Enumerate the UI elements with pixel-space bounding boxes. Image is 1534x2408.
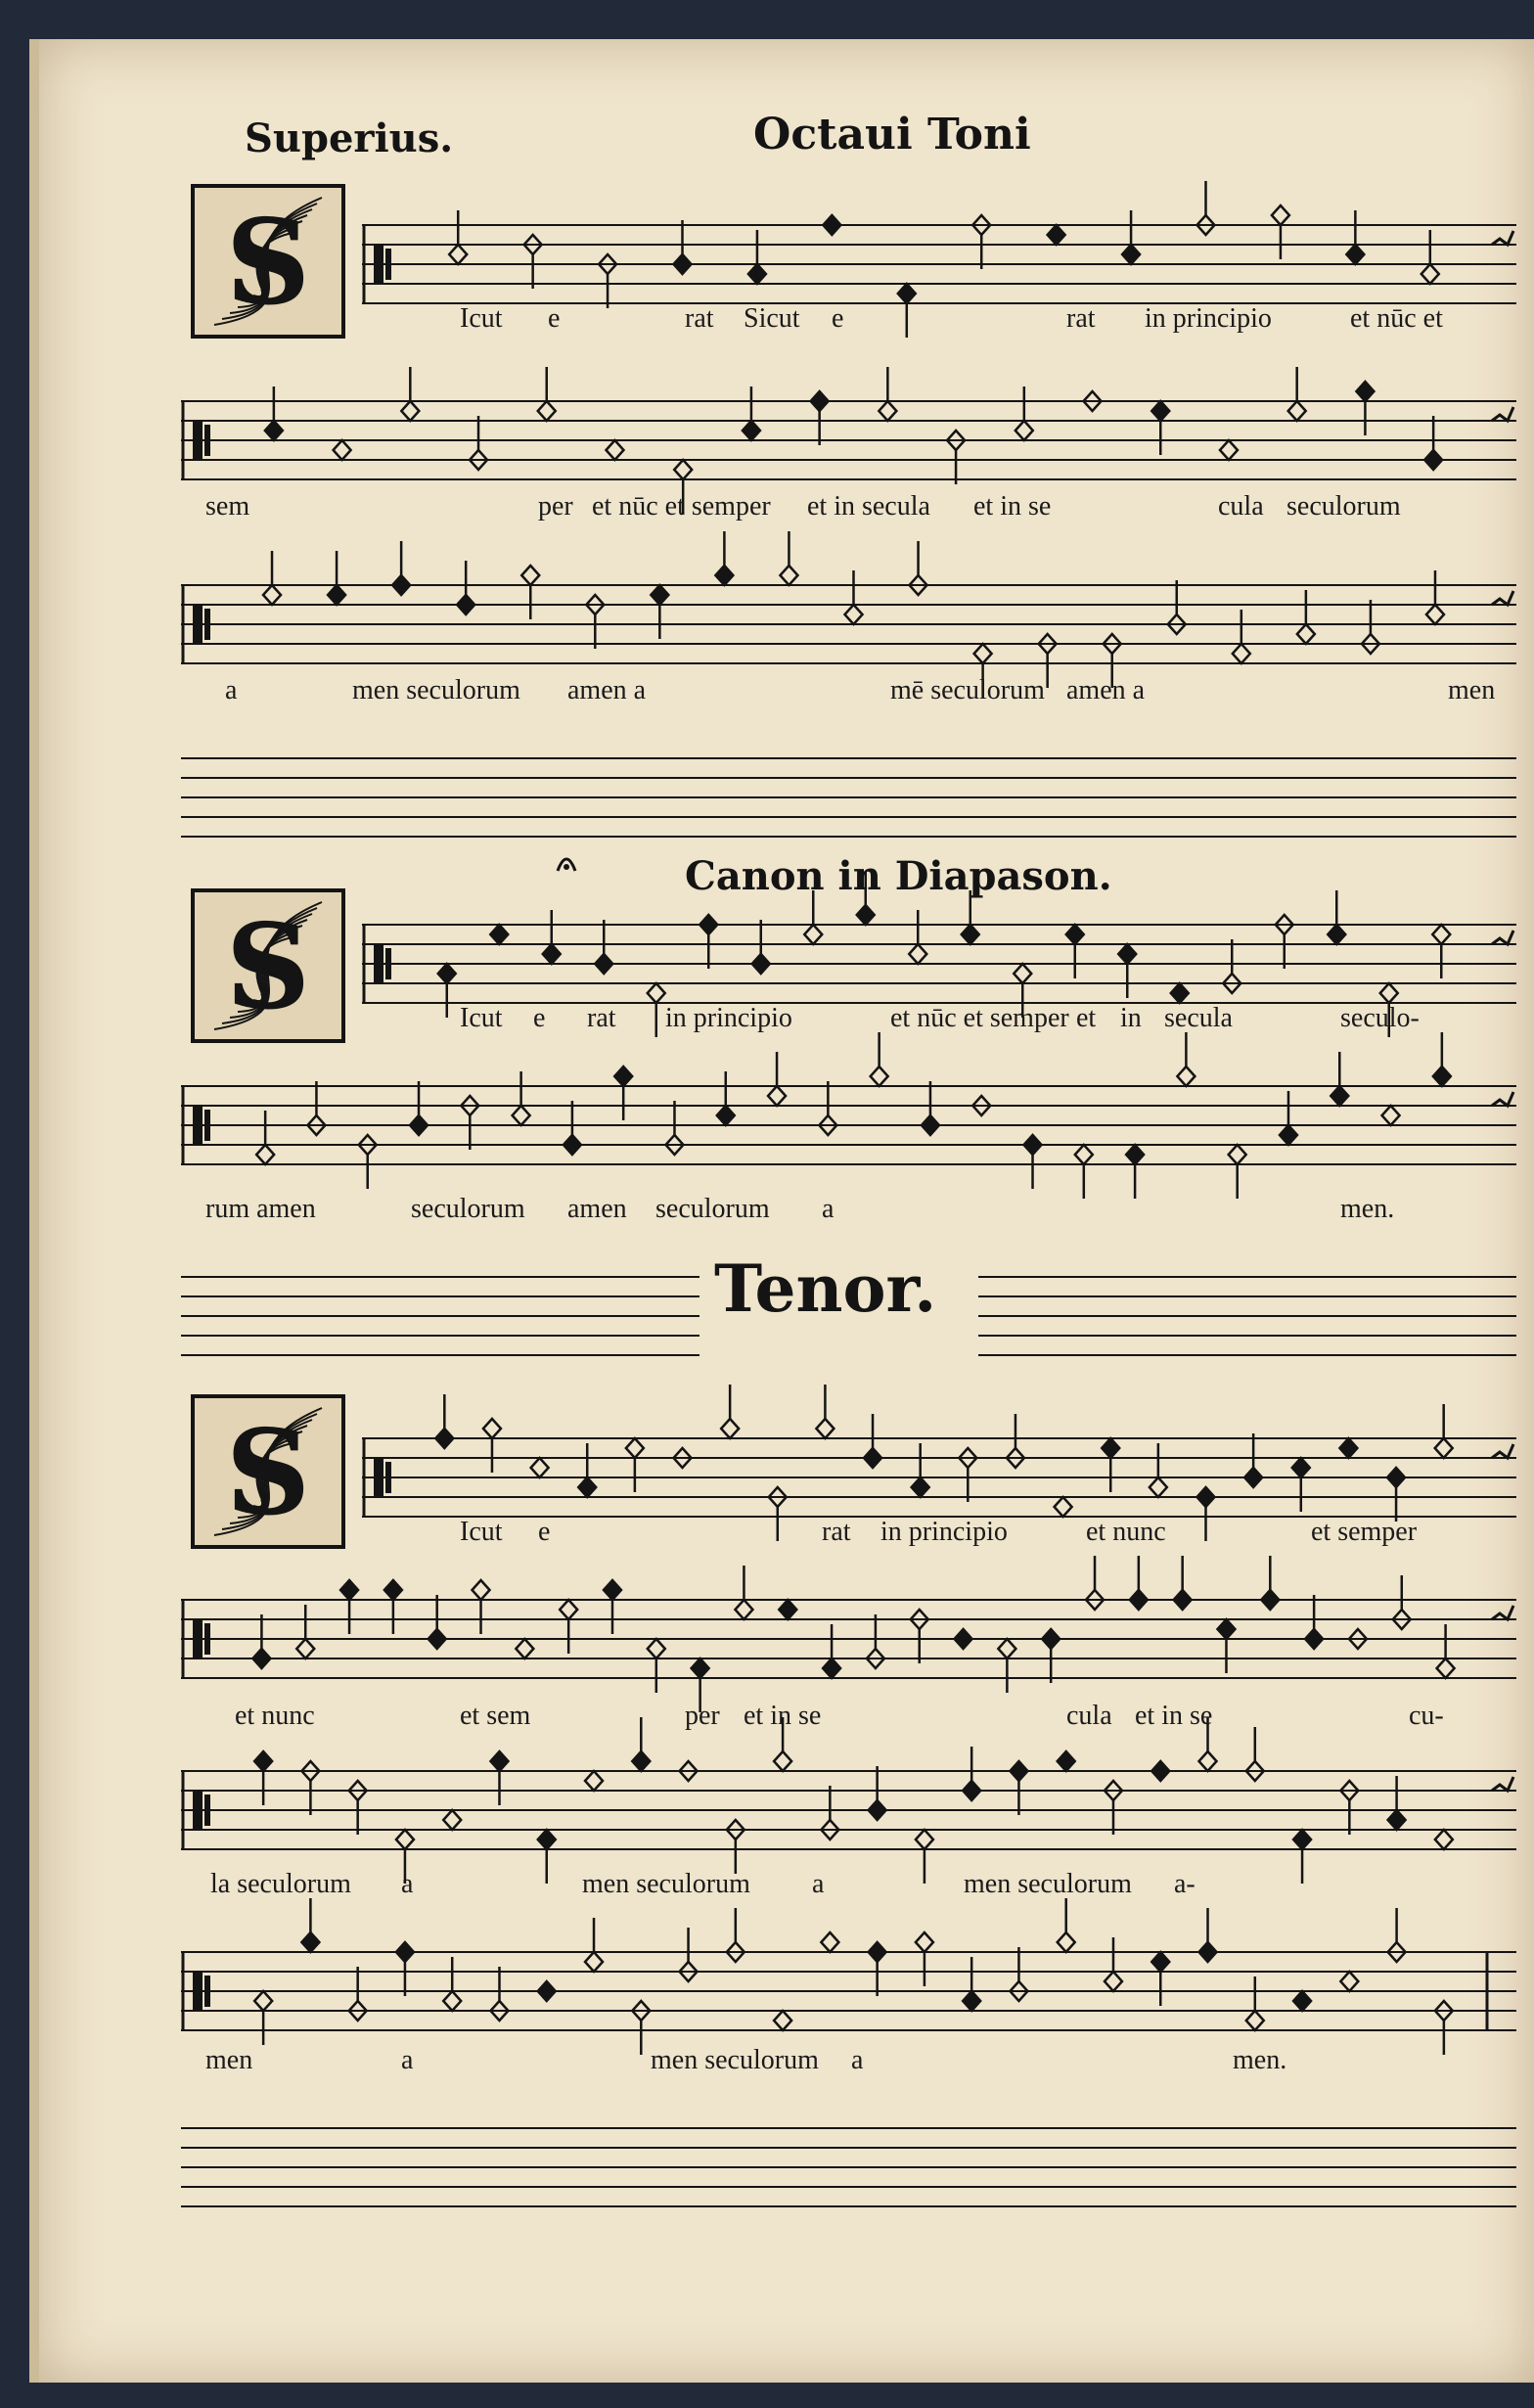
note-icon xyxy=(564,1101,581,1155)
note-icon xyxy=(1432,925,1450,978)
note-icon xyxy=(735,1566,752,1619)
note-icon xyxy=(296,1605,314,1658)
note-icon xyxy=(1346,210,1364,264)
note-icon xyxy=(513,1071,530,1125)
note-icon xyxy=(435,1394,453,1448)
note-icon xyxy=(1066,925,1084,978)
note-icon xyxy=(1197,181,1215,235)
note-icon xyxy=(301,1761,319,1815)
note-icon xyxy=(1424,416,1442,470)
note-icon xyxy=(1246,1976,1264,2030)
lyric: et xyxy=(1076,1003,1097,1033)
lyric: e xyxy=(548,303,561,334)
note-icon xyxy=(717,1071,735,1125)
note-icon xyxy=(384,1580,402,1634)
custos-icon xyxy=(1492,931,1513,944)
c-clef-icon xyxy=(193,1972,210,2011)
note-icon xyxy=(1393,1575,1411,1629)
note-icon xyxy=(1150,1443,1167,1497)
note-icon xyxy=(490,1751,508,1805)
c-clef-icon xyxy=(193,1791,210,1830)
note-icon xyxy=(963,1957,980,2011)
lyric: men seculorum xyxy=(352,675,520,705)
note-icon xyxy=(1280,1091,1297,1145)
superius-lyrics-3 xyxy=(39,675,1534,724)
note-icon xyxy=(626,1438,644,1492)
note-icon xyxy=(959,1448,976,1502)
note-icon xyxy=(599,254,616,308)
tenor-staff-2 xyxy=(181,1566,1516,1712)
note-icon xyxy=(1118,944,1136,998)
note-icon xyxy=(1437,1624,1455,1678)
note-icon xyxy=(516,1639,533,1658)
note-icon xyxy=(1244,1433,1262,1487)
empty-staff-right xyxy=(978,1262,1516,1370)
lyric: men seculorum xyxy=(964,1869,1132,1899)
note-icon xyxy=(1339,1438,1357,1458)
lyric: seculorum xyxy=(655,1194,770,1224)
note-icon xyxy=(349,1967,367,2021)
note-icon xyxy=(256,1111,274,1164)
note-icon xyxy=(911,1610,928,1663)
lyric: in principio xyxy=(880,1517,1008,1547)
svg-text:S: S xyxy=(225,898,311,1036)
svg-text:S: S xyxy=(225,194,311,332)
lyric: a xyxy=(225,675,238,705)
note-icon xyxy=(614,1067,632,1120)
note-icon xyxy=(1233,610,1250,663)
note-icon xyxy=(1007,1414,1024,1468)
note-icon xyxy=(947,431,965,484)
lyric: Icut xyxy=(460,1517,503,1547)
mode-heading: Octaui Toni xyxy=(753,110,1031,159)
lyric: amen a xyxy=(567,675,647,705)
lyric: et nunc xyxy=(1086,1517,1166,1547)
note-icon xyxy=(916,1932,933,1986)
note-icon xyxy=(443,1810,461,1830)
lyric: men seculorum xyxy=(651,2045,819,2075)
note-icon xyxy=(524,235,542,289)
lyric: e xyxy=(533,1003,546,1033)
note-icon xyxy=(1220,440,1238,460)
lyric: et sem xyxy=(460,1701,531,1731)
note-icon xyxy=(1168,580,1186,634)
note-icon xyxy=(1015,386,1033,440)
note-icon xyxy=(521,566,539,619)
note-icon xyxy=(1223,939,1241,993)
note-icon xyxy=(1276,915,1293,969)
c-clef-icon xyxy=(193,605,210,644)
note-icon xyxy=(328,551,345,605)
note-icon xyxy=(543,910,561,964)
lyric: e xyxy=(832,303,844,334)
note-icon xyxy=(429,1595,446,1649)
note-icon xyxy=(1010,1761,1027,1815)
note-icon xyxy=(483,1419,501,1473)
c-clef-icon xyxy=(193,1619,210,1658)
note-icon xyxy=(1426,570,1444,624)
note-icon xyxy=(721,1385,739,1438)
note-icon xyxy=(648,1639,665,1693)
note-icon xyxy=(595,920,612,974)
note-icon xyxy=(443,1957,461,2011)
page xyxy=(29,39,1534,2383)
note-icon xyxy=(254,1751,272,1805)
note-icon xyxy=(1382,1106,1400,1125)
note-icon xyxy=(998,1639,1015,1693)
note-icon xyxy=(1042,1629,1060,1683)
note-icon xyxy=(1105,1781,1122,1835)
lyric: amen a xyxy=(1066,675,1146,705)
tenor-lyrics-1 xyxy=(39,1517,1534,1566)
custos-icon xyxy=(1492,231,1513,245)
lyric: et in se xyxy=(1135,1701,1213,1731)
lyric: et nunc xyxy=(235,1701,315,1731)
custos-icon xyxy=(1492,1777,1513,1791)
c-clef-icon xyxy=(193,421,210,460)
lyric: cula xyxy=(1066,1701,1112,1731)
lyric: et nūc et xyxy=(1350,303,1443,334)
lyric: cula xyxy=(1218,491,1264,522)
lyric: rat xyxy=(587,1003,616,1033)
note-icon xyxy=(461,1096,478,1150)
note-icon xyxy=(457,561,474,614)
note-icon xyxy=(1010,1947,1027,2001)
note-icon xyxy=(1297,590,1315,644)
lyric: men xyxy=(205,2045,253,2075)
note-icon xyxy=(1340,1972,1358,1991)
lyric: rat xyxy=(822,1517,851,1547)
note-icon xyxy=(1331,1052,1348,1106)
note-icon xyxy=(1126,1145,1144,1199)
note-icon xyxy=(1328,890,1345,944)
note-icon xyxy=(823,1624,840,1678)
tenor-lyrics-3 xyxy=(39,1869,1534,1918)
note-icon xyxy=(396,1942,414,1996)
lyric: et in se xyxy=(744,1701,822,1731)
superius-lyrics-1 xyxy=(39,303,1534,352)
c-clef-icon xyxy=(374,245,391,284)
lyric: a xyxy=(822,1194,835,1224)
tenor-staff-3 xyxy=(181,1737,1516,1884)
note-icon xyxy=(1024,1135,1042,1189)
note-icon xyxy=(963,1747,980,1800)
note-icon xyxy=(1288,367,1306,421)
tenor-staff-4 xyxy=(181,1918,1516,2065)
note-icon xyxy=(1171,983,1189,1003)
note-icon xyxy=(604,1580,621,1634)
note-icon xyxy=(538,1981,556,2001)
lyric: rum amen xyxy=(205,1194,316,1224)
note-icon xyxy=(768,1052,786,1106)
lyric: in principio xyxy=(665,1003,792,1033)
note-icon xyxy=(1293,1991,1311,2011)
note-icon xyxy=(1105,1937,1122,1991)
superius-lyrics-2 xyxy=(39,491,1534,540)
custos-icon xyxy=(1492,591,1513,605)
lyric: la seculorum xyxy=(210,1869,351,1899)
note-icon xyxy=(1151,1952,1169,2006)
note-icon xyxy=(972,215,990,269)
lyric: men. xyxy=(1233,2045,1287,2075)
note-icon xyxy=(748,230,766,284)
note-icon xyxy=(864,1414,881,1468)
note-icon xyxy=(606,440,623,460)
lyric: per xyxy=(538,491,573,522)
note-icon xyxy=(1048,225,1065,245)
svg-text:S: S xyxy=(225,1404,311,1542)
tenor-heading: Tenor. xyxy=(714,1250,937,1327)
lyric: secula xyxy=(1164,1003,1233,1033)
fermata-icon xyxy=(552,841,581,885)
lyric: e xyxy=(538,1517,551,1547)
note-icon xyxy=(1305,1595,1323,1649)
note-icon xyxy=(585,1918,603,1972)
note-icon xyxy=(821,1786,838,1840)
note-icon xyxy=(307,1081,325,1135)
canon-lyrics-1 xyxy=(39,1003,1534,1052)
note-icon xyxy=(1292,1458,1310,1512)
note-icon xyxy=(779,1600,796,1619)
note-icon xyxy=(811,391,829,445)
lyric: Sicut xyxy=(744,303,800,334)
note-icon xyxy=(1362,600,1379,654)
lyric: cu- xyxy=(1409,1701,1444,1731)
note-icon xyxy=(1340,1781,1358,1835)
note-icon xyxy=(560,1600,577,1654)
note-icon xyxy=(1102,1438,1119,1492)
lyric: in principio xyxy=(1145,303,1272,334)
note-icon xyxy=(1075,1145,1093,1199)
empty-staff-2 xyxy=(181,2113,1516,2221)
note-icon xyxy=(821,1932,838,1952)
note-icon xyxy=(1151,401,1169,455)
note-icon xyxy=(955,1629,972,1649)
note-icon xyxy=(392,541,410,595)
note-icon xyxy=(473,1580,490,1634)
lyric: a- xyxy=(1174,1869,1196,1899)
note-icon xyxy=(752,920,770,974)
note-icon xyxy=(816,1385,834,1438)
note-icon xyxy=(1388,1776,1406,1830)
note-icon xyxy=(869,1942,886,1996)
note-icon xyxy=(531,1458,549,1477)
lyric: seculo- xyxy=(1340,1003,1420,1033)
note-icon xyxy=(699,915,717,969)
note-icon xyxy=(263,551,281,605)
note-icon xyxy=(265,386,283,440)
custos-icon xyxy=(1492,1606,1513,1619)
note-icon xyxy=(910,541,927,595)
custos-icon xyxy=(1492,407,1513,421)
note-icon xyxy=(819,1081,836,1135)
note-icon xyxy=(578,1443,596,1497)
note-icon xyxy=(651,585,668,639)
lyric: in xyxy=(1120,1003,1142,1033)
empty-staff-left xyxy=(181,1262,699,1370)
tenor-lyrics-4 xyxy=(39,2045,1534,2094)
lyric: men xyxy=(1448,675,1496,705)
note-icon xyxy=(1435,1404,1453,1458)
note-icon xyxy=(254,1991,272,2045)
custos-icon xyxy=(1492,1092,1513,1106)
lyric: seculorum xyxy=(1286,491,1401,522)
note-icon xyxy=(349,1781,367,1835)
note-icon xyxy=(879,367,896,421)
note-icon xyxy=(845,570,863,624)
note-icon xyxy=(665,1101,683,1155)
note-icon xyxy=(727,1820,744,1874)
note-icon xyxy=(538,367,556,421)
lyric: men seculorum xyxy=(582,1869,750,1899)
lyric: sem xyxy=(205,491,250,522)
note-icon xyxy=(252,1614,270,1668)
note-icon xyxy=(340,1580,358,1634)
c-clef-icon xyxy=(374,1458,391,1497)
note-icon xyxy=(410,1081,428,1135)
note-icon xyxy=(585,1771,603,1791)
lyric: et semper xyxy=(1311,1517,1418,1547)
lyric: et in secula xyxy=(807,491,930,522)
note-icon xyxy=(869,1766,886,1820)
lyric: a xyxy=(401,2045,414,2075)
lyric: Icut xyxy=(460,303,503,334)
lyric: men. xyxy=(1340,1194,1395,1224)
note-icon xyxy=(470,416,487,470)
lyric: et in se xyxy=(973,491,1052,522)
note-icon xyxy=(359,1135,377,1189)
note-icon xyxy=(1356,382,1374,435)
canon-lyrics-2 xyxy=(39,1194,1534,1243)
note-icon xyxy=(1272,205,1289,259)
lyric: a xyxy=(851,2045,864,2075)
lyric: rat xyxy=(685,303,714,334)
c-clef-icon xyxy=(374,944,391,983)
lyric: et nūc et semper xyxy=(890,1003,1069,1033)
lyric: amen xyxy=(567,1194,627,1224)
lyric: rat xyxy=(1066,303,1096,334)
canon-staff-2 xyxy=(181,1057,1516,1194)
c-clef-icon xyxy=(193,1106,210,1145)
empty-staff-1 xyxy=(181,744,1516,851)
note-icon xyxy=(1055,1497,1072,1517)
note-icon xyxy=(680,1928,698,1981)
note-icon xyxy=(743,386,760,440)
note-icon xyxy=(1435,1830,1453,1849)
canon-heading: Canon in Diapason. xyxy=(685,853,1112,899)
lyric: mē seculorum xyxy=(890,675,1045,705)
note-icon xyxy=(1058,1751,1075,1771)
note-icon xyxy=(449,210,467,264)
note-icon xyxy=(586,595,604,649)
note-icon xyxy=(334,440,351,460)
custos-icon xyxy=(1492,1444,1513,1458)
lyric: per xyxy=(685,1701,720,1731)
note-icon xyxy=(401,367,419,421)
note-icon xyxy=(1217,1619,1235,1673)
note-icon xyxy=(774,2011,791,2030)
note-icon xyxy=(909,910,926,964)
note-icon xyxy=(922,1081,939,1135)
lyric: Icut xyxy=(460,1003,503,1033)
note-icon xyxy=(912,1443,929,1497)
lyric: seculorum xyxy=(411,1194,525,1224)
note-icon xyxy=(1229,1145,1246,1199)
voice-heading: Superius. xyxy=(245,115,454,161)
lyric: et nūc et semper xyxy=(592,491,771,522)
note-icon xyxy=(1122,210,1140,264)
note-icon xyxy=(867,1614,884,1668)
note-icon xyxy=(674,220,692,274)
note-icon xyxy=(490,925,508,944)
note-icon xyxy=(1151,1761,1169,1781)
lyric: a xyxy=(812,1869,825,1899)
note-icon xyxy=(490,1967,508,2021)
note-icon xyxy=(823,215,840,235)
note-icon xyxy=(1421,230,1439,284)
note-icon xyxy=(1387,1468,1405,1522)
lyric: a xyxy=(401,1869,414,1899)
